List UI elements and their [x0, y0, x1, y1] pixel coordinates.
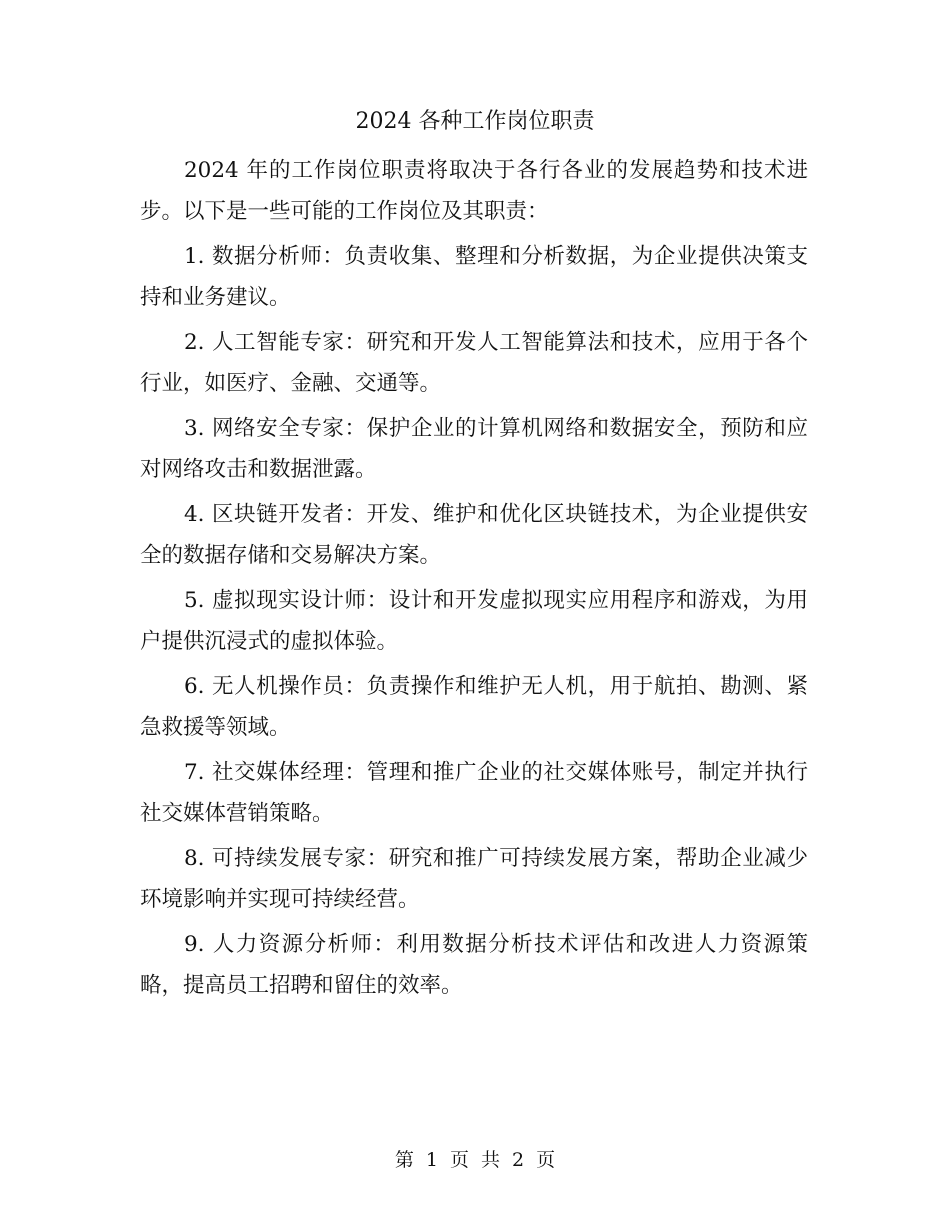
- list-item-sustainability-expert: 8. 可持续发展专家：研究和推广可持续发展方案，帮助企业减少环境影响并实现可持续经营。: [140, 846, 808, 912]
- document-body: [140, 151, 808, 1011]
- intro-paragraph: 2024 年的工作岗位职责将取决于各行各业的发展趋势和技术进步。以下是一些可能的工作岗位及其职责：: [140, 158, 808, 224]
- list-item-vr-designer: 5. 虚拟现实设计师：设计和开发虚拟现实应用程序和游戏，为用户提供沉浸式的虚拟体验。: [140, 588, 808, 654]
- list-item-hr-analyst: 9. 人力资源分析师：利用数据分析技术评估和改进人力资源策略，提高员工招聘和留住的效率。: [140, 932, 808, 998]
- list-item-social-media-manager: 7. 社交媒体经理：管理和推广企业的社交媒体账号，制定并执行社交媒体营销策略。: [140, 760, 808, 826]
- page-footer: 第 1 页 共 2 页: [394, 1149, 556, 1171]
- document-title: 2024 各种工作岗位职责: [355, 109, 595, 134]
- list-item-blockchain-developer: 4. 区块链开发者：开发、维护和优化区块链技术，为企业提供安全的数据存储和交易解决方案。: [140, 502, 808, 568]
- list-item-drone-operator: 6. 无人机操作员：负责操作和维护无人机，用于航拍、勘测、紧急救援等领域。: [140, 674, 808, 740]
- list-item-data-analyst: 1. 数据分析师：负责收集、整理和分析数据，为企业提供决策支持和业务建议。: [140, 244, 808, 310]
- list-item-security-expert: 3. 网络安全专家：保护企业的计算机网络和数据安全，预防和应对网络攻击和数据泄露。: [140, 416, 808, 482]
- list-item-ai-expert: 2. 人工智能专家：研究和开发人工智能算法和技术，应用于各个行业，如医疗、金融、交通等。: [140, 330, 808, 396]
